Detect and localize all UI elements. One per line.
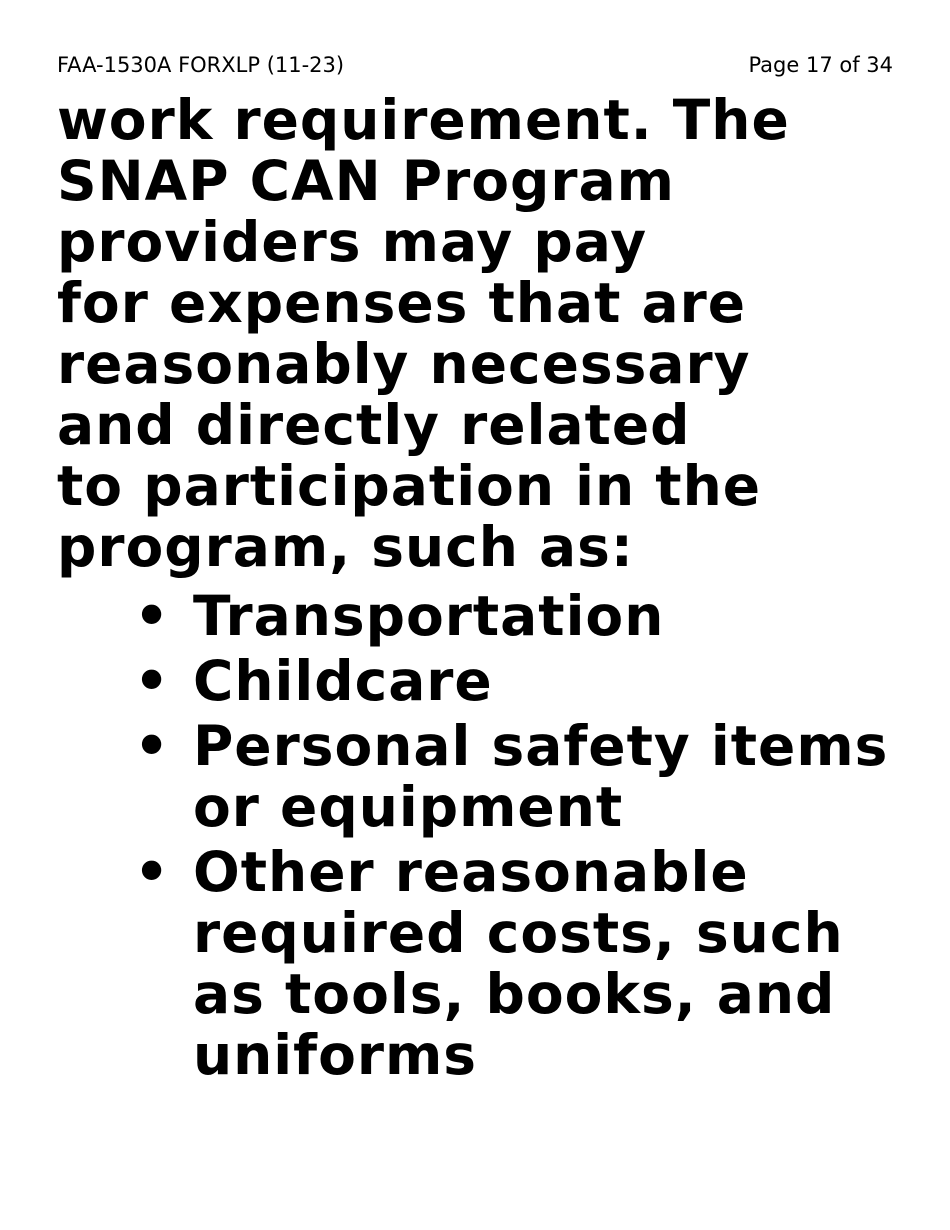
list-item-text: Personal safety items [193,714,889,778]
bullet-icon: • [134,714,171,778]
list-item-text: Other reasonable [193,840,749,904]
list-item-text: uniforms [193,1023,478,1087]
body-line: for expenses that are [57,271,747,335]
body-line: program, such as: [57,515,634,579]
bullet-icon: • [134,840,171,904]
list-item [0,586,950,647]
list-item-text: or equipment [193,775,624,839]
body-paragraph [57,90,927,578]
bullet-icon: • [134,584,171,648]
list-item-text: required costs, such [193,901,844,965]
list-item-text: Childcare [193,649,493,713]
page-header [57,50,893,80]
body-line: providers may pay [57,210,648,274]
body-line: reasonably necessary [57,332,751,396]
list-item-text: Transportation [193,584,665,648]
list-item [0,842,950,1086]
body-line: SNAP CAN Program [57,149,675,213]
list-item-text: as tools, books, and [193,962,836,1026]
expense-list [0,586,950,1090]
body-line: work requirement. The [57,88,790,152]
list-item [0,716,950,838]
page-number: Page 17 of 34 [748,53,893,77]
body-line: and directly related [57,393,691,457]
list-item [0,651,950,712]
body-line: to participation in the [57,454,762,518]
form-code: FAA-1530A FORXLP (11-23) [57,53,345,77]
bullet-icon: • [134,649,171,713]
